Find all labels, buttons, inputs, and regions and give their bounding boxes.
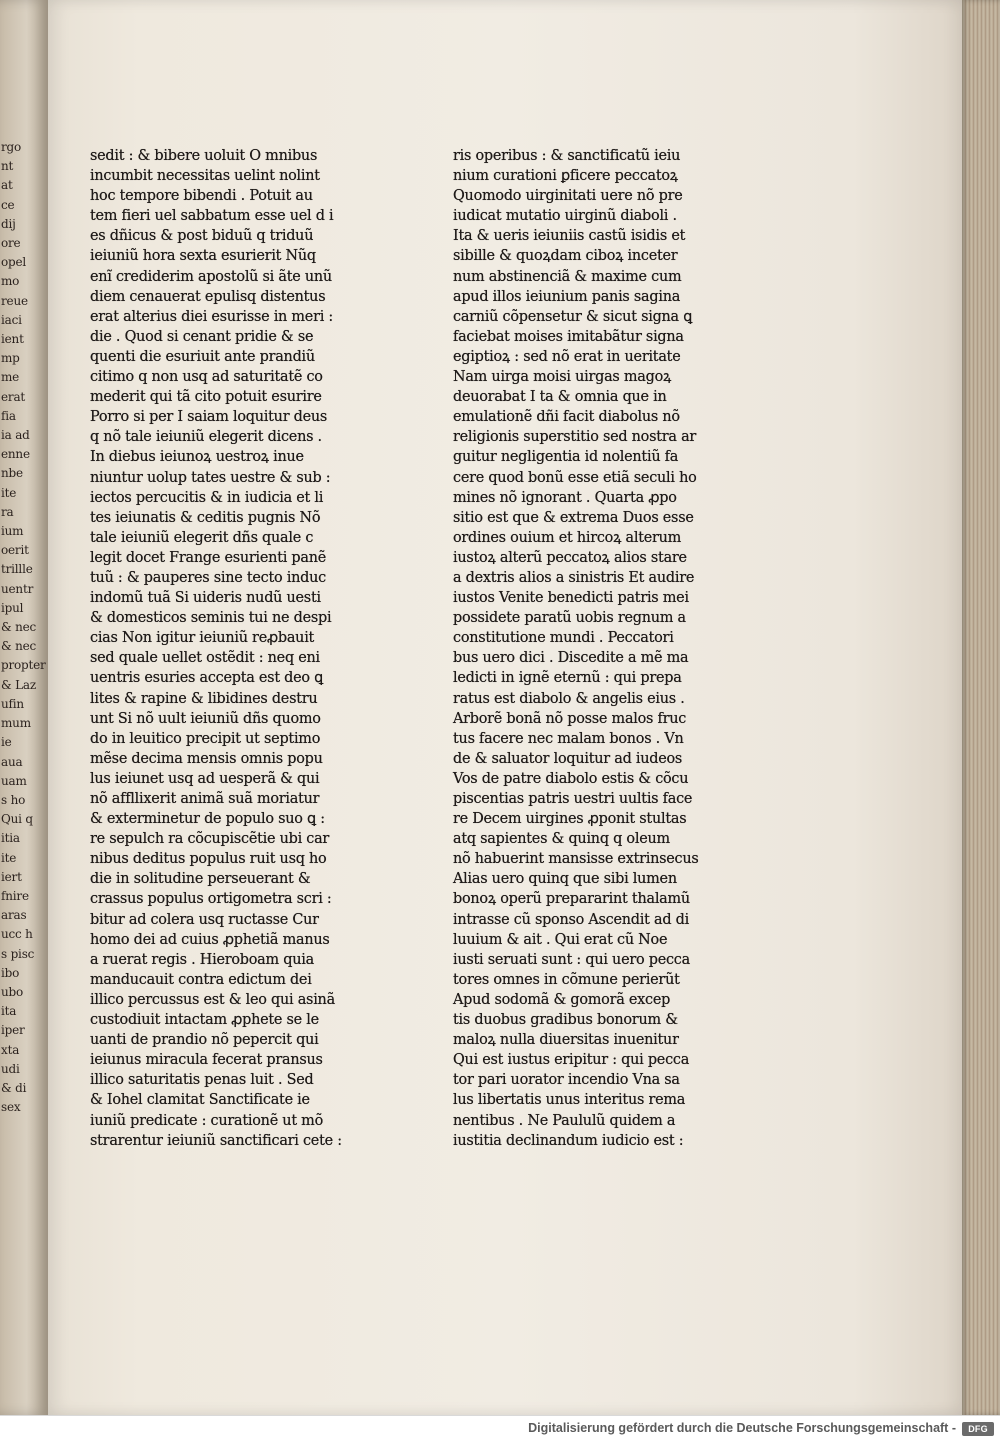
right-column-line: guitur negligentia id nolentiũ fa xyxy=(453,449,679,466)
right-column-line: Alias uero quinq que sibi lumen xyxy=(453,871,677,888)
left-margin-fragments: rgo nt at ce dij ore opel mo reue iaci ient mp me erat fia ia ad enne nbe ite ra ium oerit trillle uentr ipul & nec & nec propter & Laz ufin mum ie aua uam s ho Qui q itia ite iert fnire aras ucc h s pisc ibo ubo ita iper xta udi & di sex xyxy=(1,140,46,1115)
left-column-line: lus ieiunet usq ad uesperã & qui xyxy=(90,770,320,787)
left-column-line: custodiuit intactam ꝓphete se le xyxy=(90,1012,319,1029)
right-column-line: Quomodo uirginitati uere nõ pre xyxy=(453,188,683,205)
right-column-line: Nam uirga moisi uirgas magoꝝ xyxy=(453,369,672,386)
left-column-line: indomũ tuã Si uideris nudũ uesti xyxy=(90,590,321,607)
left-column-line: iectos percucitis & in iudicia et li xyxy=(90,489,324,506)
left-column-line: incumbit necessitas uelint nolint xyxy=(90,168,320,185)
left-column-line: illico saturitatis penas luit . Sed xyxy=(90,1072,314,1089)
left-column-line: tem fieri uel sabbatum esse uel d i xyxy=(90,208,334,225)
left-column-line: die in solitudine perseuerant & xyxy=(90,871,311,888)
right-column-line: bonoꝝ operũ prepararint thalamũ xyxy=(453,891,690,908)
right-column-line: num abstinenciã & maxime cum xyxy=(453,268,682,285)
right-column-line: nõ habuerint mansisse extrinsecus xyxy=(453,851,699,868)
right-column-line: nium curationi ꝑficere peccatoꝝ xyxy=(453,168,678,185)
left-column-line: tale ieiuniũ elegerit dñs quale c xyxy=(90,529,314,546)
left-column-line: erat alterius diei esurisse in meri : xyxy=(90,308,334,325)
left-column-line: homo dei ad cuius ꝓphetiã manus xyxy=(90,931,330,948)
right-column-line: sitio est que & extrema Duos esse xyxy=(453,509,694,526)
left-column-line: & Iohel clamitat Sanctificate ie xyxy=(90,1092,310,1109)
right-column-line: cere quod bonũ esse etiã seculi ho xyxy=(453,469,697,486)
right-column-line: faciebat moises imitabãtur signa xyxy=(453,328,684,345)
left-column-line: tes ieiunatis & ceditis pugnis Nõ xyxy=(90,509,321,526)
footer-banner xyxy=(0,1415,1000,1441)
left-column-line: uentris esuries accepta est deo ꝗ xyxy=(90,670,324,687)
left-column-line: niuntur uolup tates uestre & sub : xyxy=(90,469,331,486)
left-column-line: iuniũ predicate : curationẽ ut mõ xyxy=(90,1112,324,1129)
right-column-line: constitutione mundi . Peccatori xyxy=(453,630,674,647)
left-column-line: strarentur ieiuniũ sanctificari cete : xyxy=(90,1132,342,1149)
right-column-line: iustoꝝ alterũ peccatoꝝ alios stare xyxy=(453,549,687,566)
right-column-line: apud illos ieiunium panis sagina xyxy=(453,288,681,305)
right-column-line: ratus est diabolo & angelis eius . xyxy=(453,690,685,707)
left-column-line: cias Non igitur ieiuniũ reꝓbauit xyxy=(90,630,315,647)
left-column-line: q nõ tale ieiuniũ elegerit dicens . xyxy=(90,429,322,446)
left-column-line: sedit : & bibere uoluit O mnibus xyxy=(90,148,318,164)
left-column-line: hoc tempore bibendi . Potuit au xyxy=(90,188,313,205)
right-column-line: atq sapientes & quinq q oleum xyxy=(453,831,670,848)
left-column-line: Porro si per I saiam loquitur deus xyxy=(90,409,328,426)
dfg-logo: DFG xyxy=(962,1422,994,1436)
left-column-line: lites & rapine & libidines destru xyxy=(90,690,318,707)
right-column-line: re Decem uirgines ꝓponit stultas xyxy=(453,811,687,828)
right-column-line: ris operibus : & sanctificatũ ieiu xyxy=(453,148,681,164)
right-column-line: religionis superstitio sed nostra ar xyxy=(453,429,697,446)
right-column-line: tis duobus gradibus bonorum & xyxy=(453,1012,678,1029)
right-column-line: tor pari uorator incendio Vna sa xyxy=(453,1072,680,1089)
left-column-line: uanti de prandio nõ pepercit qui xyxy=(90,1032,319,1049)
right-column-line: intrasse cũ sponso Ascendit ad di xyxy=(453,911,689,928)
right-column-line: iusti seruati sunt : qui uero pecca xyxy=(453,951,690,968)
left-column-line: ieiunus miracula fecerat pransus xyxy=(90,1052,323,1069)
right-column-line: egiptioꝝ : sed nõ erat in ueritate xyxy=(453,348,681,365)
left-column-line: unt Si nõ uult ieiuniũ dñs quomo xyxy=(90,710,321,727)
left-column-line: es dñicus & post biduũ q triduũ xyxy=(90,228,314,245)
page-fore-edge xyxy=(962,0,1000,1415)
right-column-line: nentibus . Ne Paululũ quidem a xyxy=(453,1112,676,1129)
left-column-line: enĩ crediderim apostolũ si ãte unũ xyxy=(90,268,332,285)
right-column-line: ordines ouium et hircoꝝ alterum xyxy=(453,529,682,546)
right-column-line: iustitia declinandum iudicio est : xyxy=(453,1132,684,1149)
left-page-edge xyxy=(0,0,48,1415)
right-column-line: tus facere nec malam bonos . Vn xyxy=(453,730,684,747)
left-column-line: tuũ : & pauperes sine tecto induc xyxy=(90,569,326,586)
left-column-line: a ruerat regis . Hieroboam quia xyxy=(90,951,314,968)
left-column-line: diem cenauerat epulisq distentus xyxy=(90,288,326,305)
right-column-line: Ita & ueris ieiuniis castũ isidis et xyxy=(453,228,686,245)
left-column-line: manducauit contra edictum dei xyxy=(90,971,312,988)
right-column-line: Apud sodomã & gomorã excep xyxy=(453,991,671,1008)
left-text-column xyxy=(90,146,375,1149)
right-text-column xyxy=(453,146,738,1149)
footer-credit-text: Digitalisierung gefördert durch die Deutsche Forschungsgemeinschaft - xyxy=(528,1421,956,1435)
right-column-line: emulationẽ dñi facit diabolus nõ xyxy=(453,409,680,426)
right-column-line: de & saluator loquitur ad iudeos xyxy=(453,750,683,767)
left-column-line: legit docet Frange esurienti panẽ xyxy=(90,549,327,566)
right-column-line: lus libertatis unus interitus rema xyxy=(453,1092,686,1109)
right-column-line: Arborẽ bonã nõ posse malos fruc xyxy=(453,710,687,727)
right-column-line: ledicti in ignẽ eternũ : qui prepa xyxy=(453,670,682,687)
right-column-line: sibille & quoꝝdam ciboꝝ inceter xyxy=(453,248,678,265)
left-column-line: nõ affllixerit animã suã moriatur xyxy=(90,791,320,807)
right-column-line: iudicat mutatio uirginũ diaboli . xyxy=(453,208,677,225)
right-column-line: a dextris alios a sinistris Et audire xyxy=(453,569,695,586)
left-column-line: bitur ad colera usq ructasse Cur xyxy=(90,911,319,928)
left-column-line: re sepulch ra cõcupiscẽtie ubi car xyxy=(90,831,330,848)
left-column-line: illico percussus est & leo qui asinã xyxy=(90,991,335,1008)
left-column-line: & exterminetur de populo suo ꝗ : xyxy=(90,811,325,828)
right-column-line: maloꝝ nulla diuersitas inuenitur xyxy=(453,1032,679,1049)
right-column-line: deuorabat I ta & omnia que in xyxy=(453,389,667,406)
left-column-line: crassus populus ortigometra scri : xyxy=(90,891,332,908)
right-column-line: luuium & ait . Qui erat cũ Noe xyxy=(453,931,668,948)
right-column-line: tores omnes in cõmune perierũt xyxy=(453,971,680,988)
left-column-line: citimo q non usq ad saturitatẽ co xyxy=(90,369,323,386)
right-column-line: Qui est iustus eripitur : qui pecca xyxy=(453,1052,690,1069)
left-column-line: mederit qui tã cito potuit esurire xyxy=(90,389,322,406)
right-column-line: carniũ cõpensetur & sicut signa ꝗ xyxy=(453,308,693,325)
left-column-line: mẽse decima mensis omnis popu xyxy=(90,750,323,767)
left-column-line: In diebus ieiunoꝝ uestroꝝ inue xyxy=(90,449,304,466)
left-column-line: do in leuitico precipit ut septimo xyxy=(90,730,321,747)
left-column-line: nibus deditus populus ruit usq ho xyxy=(90,851,327,868)
right-column-line: bus uero dici . Discedite a mẽ ma xyxy=(453,650,689,667)
left-column-line: sed quale uellet ostẽdit : neq eni xyxy=(90,650,320,667)
right-column-line: Vos de patre diabolo estis & cõcu xyxy=(453,770,689,787)
right-column-line: mines nõ ignorant . Quarta ꝓpo xyxy=(453,489,677,506)
left-column-line: & domesticos seminis tui ne despi xyxy=(90,610,332,627)
right-column-line: possidete paratũ uobis regnum a xyxy=(453,610,686,627)
left-column-line: ieiuniũ hora sexta esurierit Nũq xyxy=(90,248,316,265)
right-column-line: piscentias patris uestri uultis face xyxy=(453,791,693,807)
left-column-line: quenti die esuriuit ante prandiũ xyxy=(90,348,315,365)
right-column-line: iustos Venite benedicti patris mei xyxy=(453,590,689,607)
left-column-line: die . Quod si cenant pridie & se xyxy=(90,328,314,345)
